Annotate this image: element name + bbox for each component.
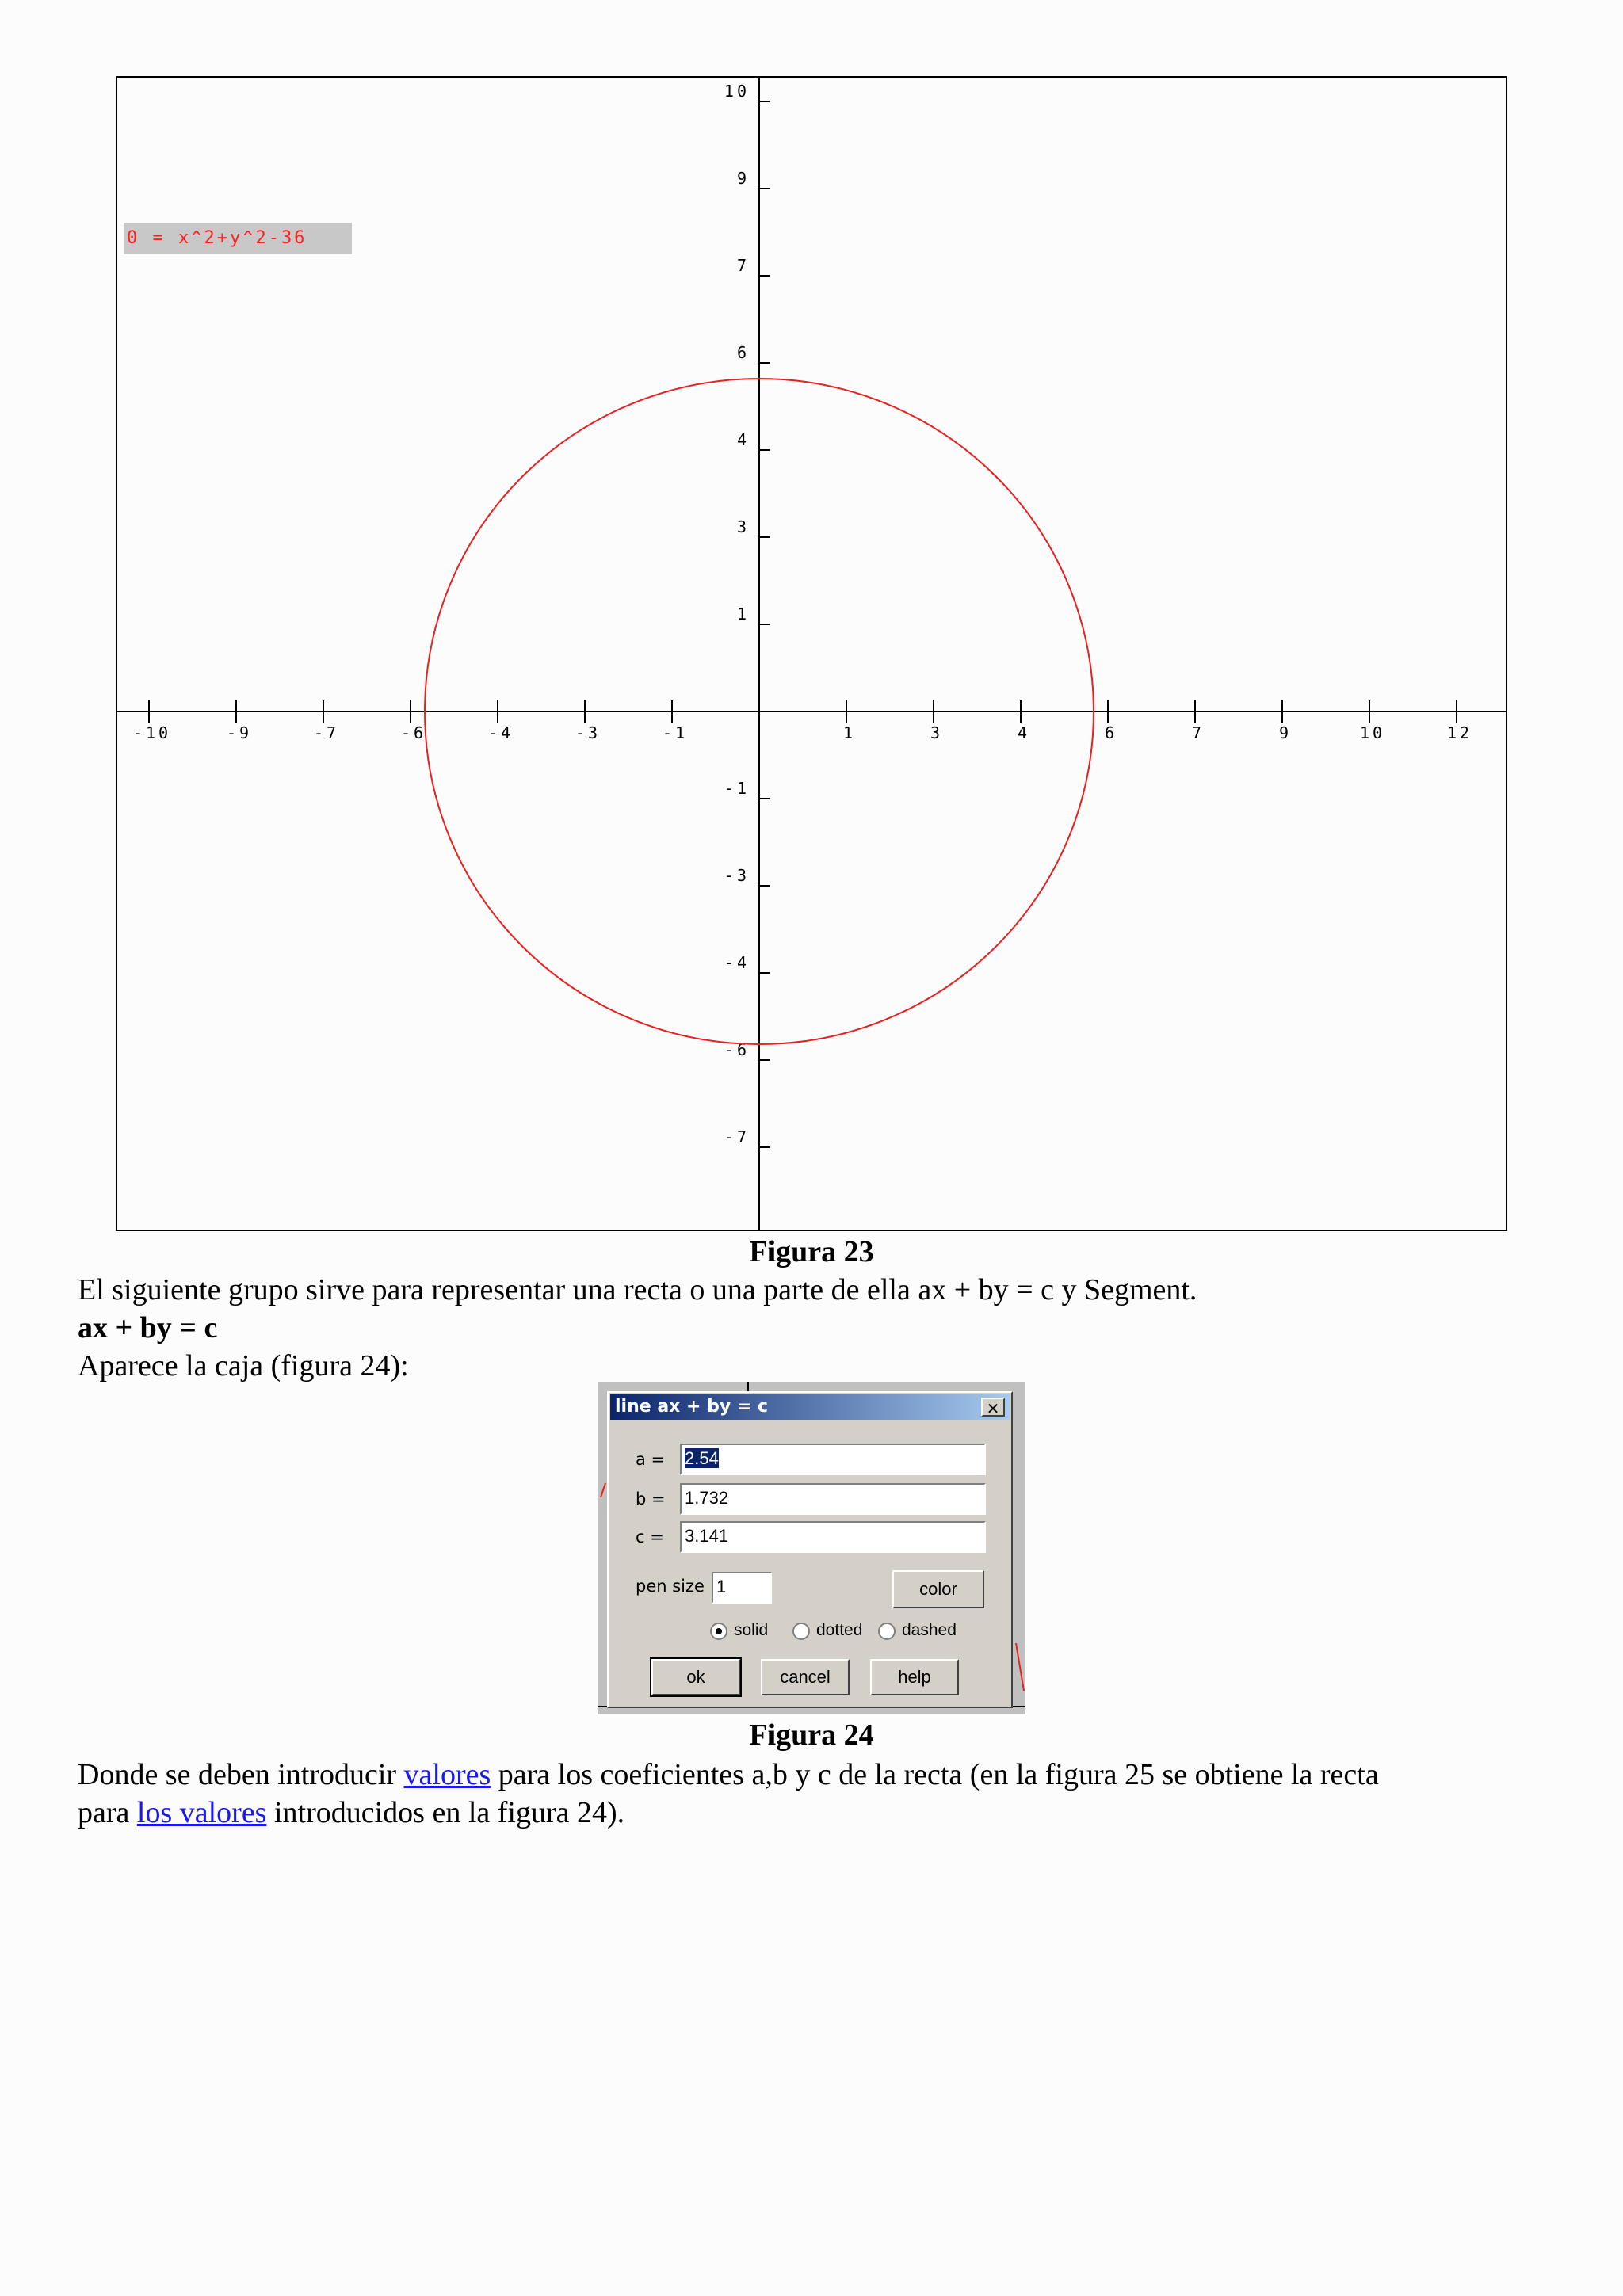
x-tick-label: 1 [842, 723, 857, 742]
paragraph-values-text-b: para los coeficientes a,b y c de la recta (en la figura 25 se obtiene la recta [491, 1758, 1379, 1791]
equation-label: 0 = x^2+y^2-36 [124, 223, 352, 254]
section-heading: ax + by = c [78, 1311, 218, 1344]
paragraph-box: Aparece la caja (figura 24): [78, 1349, 409, 1383]
pen-size-input[interactable]: 1 [712, 1572, 772, 1604]
y-tick-label: 4 [736, 430, 750, 449]
x-tick-label: -3 [575, 723, 601, 742]
a-input[interactable] [680, 1444, 986, 1475]
pen-size-label: pen size [636, 1577, 705, 1596]
x-tick-label: -6 [400, 723, 427, 742]
link-los-valores[interactable]: los valores [136, 1796, 267, 1829]
radio-dashed[interactable] [878, 1623, 896, 1640]
y-tick-label: -4 [724, 953, 750, 972]
x-tick-label: 10 [1359, 723, 1386, 742]
cancel-button[interactable]: cancel [761, 1659, 850, 1695]
color-button[interactable]: color [892, 1570, 984, 1608]
b-label: b = [636, 1489, 666, 1508]
radio-dotted[interactable] [792, 1623, 810, 1640]
y-tick-label: 10 [724, 82, 750, 101]
close-icon: ✕ [986, 1399, 1000, 1418]
radio-dashed-label: dashed [902, 1621, 957, 1639]
x-tick-label: 6 [1104, 723, 1118, 742]
dialog-titlebar[interactable] [610, 1394, 1010, 1420]
paragraph-values-text-c: para [78, 1796, 137, 1829]
figure-24-caption: Figura 24 [749, 1718, 874, 1752]
y-tick-label: -1 [724, 779, 750, 798]
link-valores[interactable]: valores [403, 1758, 491, 1791]
radio-dotted-label: dotted [816, 1621, 863, 1639]
paragraph-values-line2 [78, 1794, 624, 1832]
help-button[interactable]: help [870, 1659, 959, 1695]
y-tick-label: 7 [736, 256, 750, 275]
x-tick-label: -7 [313, 723, 340, 742]
ok-button[interactable]: ok [651, 1659, 740, 1695]
x-tick-label: -1 [662, 723, 689, 742]
b-input[interactable]: 1.732 [680, 1483, 986, 1515]
x-tick-label: 3 [930, 723, 944, 742]
x-tick-label: -4 [487, 723, 514, 742]
radio-solid-label: solid [734, 1621, 769, 1639]
c-label: c = [636, 1527, 664, 1547]
line-dialog [607, 1391, 1013, 1708]
x-tick-label: 4 [1017, 723, 1031, 742]
y-tick-label: -3 [724, 866, 750, 885]
close-button[interactable] [981, 1398, 1005, 1417]
paragraph-values [78, 1756, 1379, 1794]
y-tick-label: 3 [736, 517, 750, 536]
a-value: 2.54 [685, 1448, 719, 1468]
figure-24-dialog-screenshot [598, 1382, 1025, 1714]
figure-23-graph [116, 76, 1507, 1231]
y-tick-label: 9 [736, 169, 750, 188]
x-tick-label: -10 [132, 723, 172, 742]
y-tick-label: 1 [736, 605, 750, 624]
y-tick-label: -7 [724, 1127, 750, 1146]
a-label: a = [636, 1450, 666, 1469]
paragraph-intro: El siguiente grupo sirve para representar una recta o una parte de ella ax + by = c y Segment. [78, 1273, 1197, 1306]
c-input[interactable]: 3.141 [680, 1521, 986, 1553]
y-tick-label: -6 [724, 1040, 750, 1059]
x-tick-label: 12 [1446, 723, 1473, 742]
x-tick-label: 7 [1191, 723, 1205, 742]
paragraph-values-text-a: Donde se deben introducir [78, 1758, 404, 1791]
x-tick-label: -9 [226, 723, 253, 742]
paragraph-values-text-d: introducidos en la figura 24). [266, 1796, 625, 1829]
dialog-title: line ax + by = c [615, 1397, 768, 1417]
y-tick-label: 6 [736, 343, 750, 362]
radio-solid[interactable] [710, 1623, 727, 1640]
x-tick-label: 9 [1278, 723, 1293, 742]
figure-23-caption: Figura 23 [749, 1235, 874, 1268]
